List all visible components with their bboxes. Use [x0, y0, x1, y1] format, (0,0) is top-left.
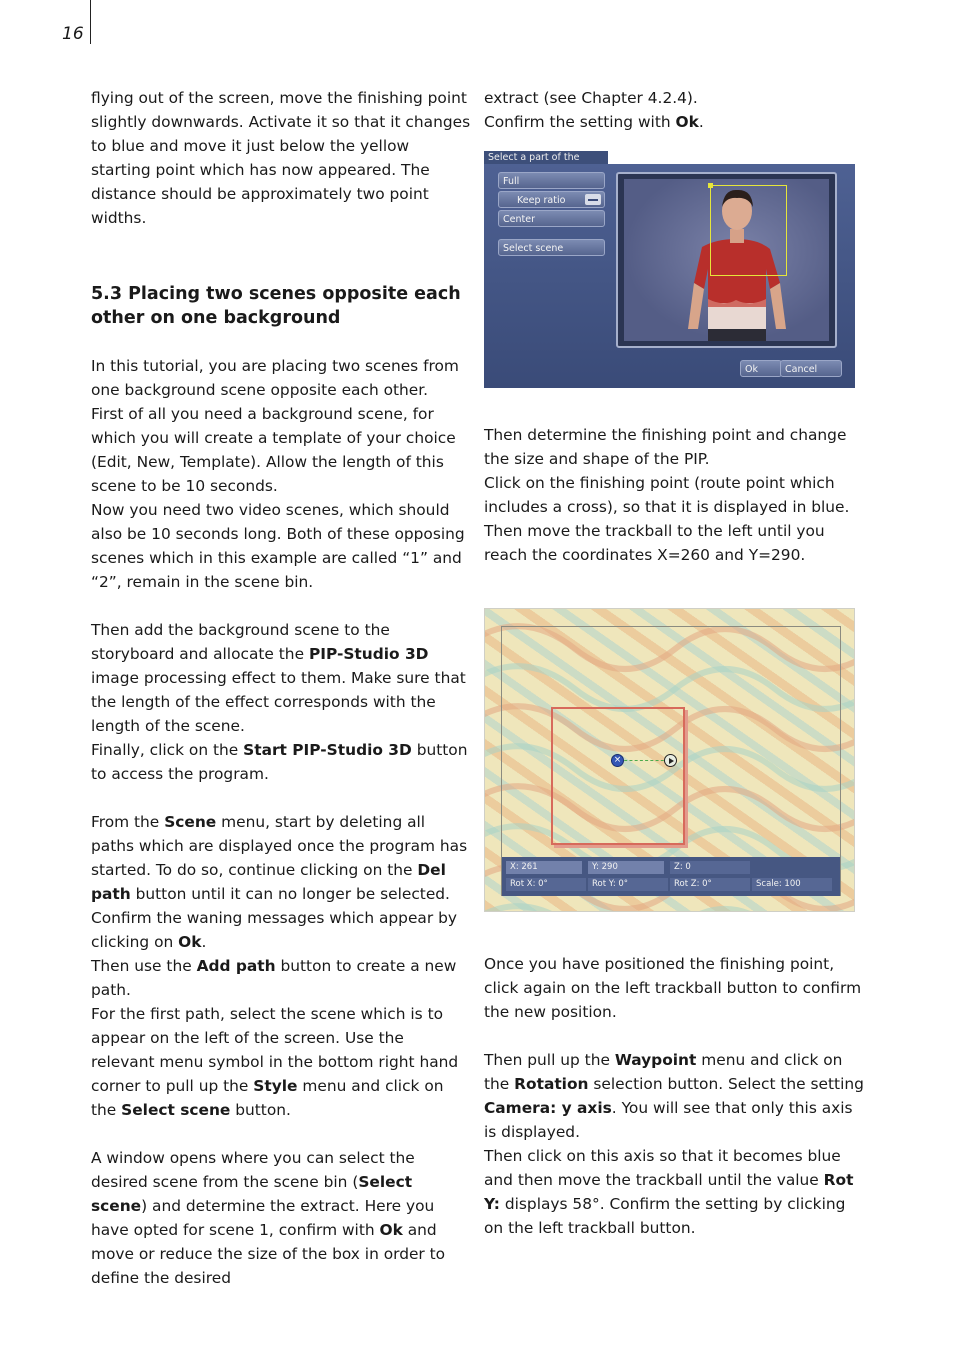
- paragraph: A window opens where you can select the desired scene from the scene bin (Select scene) and determine the extract. Here you have opted for scene 1, confirm with Ok and move or reduce the size of the box in order to define the desired: [91, 1149, 446, 1287]
- selection-handle[interactable]: [708, 183, 713, 188]
- paragraph: Confirm the waning messages which appear by clicking on Ok.: [91, 909, 457, 951]
- paragraph: First of all you need a background scene, for which you will create a template of your choice (Edit, New, Template). Allow the length of this scene to be 10 seconds.: [91, 405, 456, 495]
- paragraph: Then use the Add path button to create a new path.: [91, 957, 457, 999]
- route-path-line: [619, 760, 669, 761]
- dialog-body: [484, 164, 855, 388]
- paragraph: Now you need two video scenes, which should also be 10 seconds long. Both of these opposing scenes which in this example are called “1” and “2”, remain in the scene bin.: [91, 501, 465, 591]
- paragraph: Finally, click on the Start PIP-Studio 3D button to access the program.: [91, 741, 468, 783]
- paragraph: Then add the background scene to the storyboard and allocate the PIP-Studio 3D image processing effect to them. Make sure that the length of the effect corresponds with the length of the scene.: [91, 621, 466, 735]
- route-point-cross-icon[interactable]: ×: [611, 754, 624, 767]
- page-number: 16: [62, 24, 84, 44]
- selection-box[interactable]: [710, 185, 787, 276]
- pip-box[interactable]: [551, 707, 685, 845]
- select-scene-button[interactable]: Select scene: [498, 239, 605, 256]
- x-readout[interactable]: X: 261: [506, 861, 582, 874]
- paragraph: Then determine the finishing point and change the size and shape of the PIP.: [484, 426, 847, 468]
- right-column-top: [484, 86, 864, 134]
- scene-preview-frame: [616, 172, 837, 348]
- ok-button[interactable]: Ok: [740, 360, 782, 377]
- paragraph: From the Scene menu, start by deleting all paths which are displayed once the program has started. To do so, continue clicking on the Del path button until it can no longer be selected.: [91, 813, 468, 903]
- keep-ratio-label: Keep ratio: [517, 195, 566, 206]
- left-column: [91, 86, 471, 1290]
- paragraph: For the first path, select the scene which is to appear on the left of the screen. Use the relevant menu symbol in the bottom right hand corner to pull up the Style menu and click on the Select scene button.: [91, 1005, 459, 1119]
- paragraph: flying out of the screen, move the finishing point slightly downwards. Activate it so that it changes to blue and move it just below the yellow starting point which has now appeared. The distance should be approximately two point widths.: [91, 89, 471, 227]
- center-button[interactable]: Center: [498, 210, 605, 227]
- scene-preview-image: [624, 179, 829, 341]
- dialog-title: Select a part of the: [484, 151, 608, 165]
- y-readout[interactable]: Y: 290: [588, 861, 664, 874]
- coordinate-panel: [502, 857, 840, 896]
- rot-y-readout[interactable]: Rot Y: 0°: [588, 878, 668, 891]
- rot-x-readout[interactable]: Rot X: 0°: [506, 878, 586, 891]
- keep-ratio-button[interactable]: [498, 191, 605, 208]
- cancel-button[interactable]: Cancel: [780, 360, 842, 377]
- scale-readout[interactable]: Scale: 100: [752, 878, 832, 891]
- z-readout[interactable]: Z: 0: [670, 861, 750, 874]
- paragraph: Once you have positioned the finishing point, click again on the left trackball button to confirm the new position.: [484, 955, 862, 1021]
- route-point-play-icon[interactable]: [664, 754, 677, 767]
- rot-z-readout[interactable]: Rot Z: 0°: [670, 878, 750, 891]
- paragraph: Confirm the setting with Ok.: [484, 113, 704, 131]
- section-heading: 5.3 Placing two scenes opposite each other on one background: [91, 284, 461, 328]
- paragraph: extract (see Chapter 4.2.4).: [484, 89, 698, 107]
- paragraph: Then pull up the Waypoint menu and click on the Rotation selection button. Select the setting Camera: y axis. You will see that only this axis is displayed.: [484, 1051, 864, 1141]
- right-column-middle: [484, 423, 864, 567]
- pip-path-screenshot: [484, 608, 855, 912]
- page-number-rule: [90, 0, 91, 44]
- paragraph: Then click on this axis so that it becomes blue and then move the trackball until the value Rot Y: displays 58°. Confirm the setting by clicking on the left trackball button.: [484, 1147, 854, 1237]
- select-scene-part-screenshot: [484, 151, 855, 388]
- paragraph: In this tutorial, you are placing two scenes from one background scene opposite each other.: [91, 357, 459, 399]
- right-column-bottom: [484, 952, 864, 1240]
- paragraph: Click on the finishing point (route point which includes a cross), so that it is displayed in blue. Then move the trackball to the left until you reach the coordinates X=260 and Y=290.: [484, 474, 850, 564]
- full-button[interactable]: Full: [498, 172, 605, 189]
- minus-icon: [585, 194, 601, 205]
